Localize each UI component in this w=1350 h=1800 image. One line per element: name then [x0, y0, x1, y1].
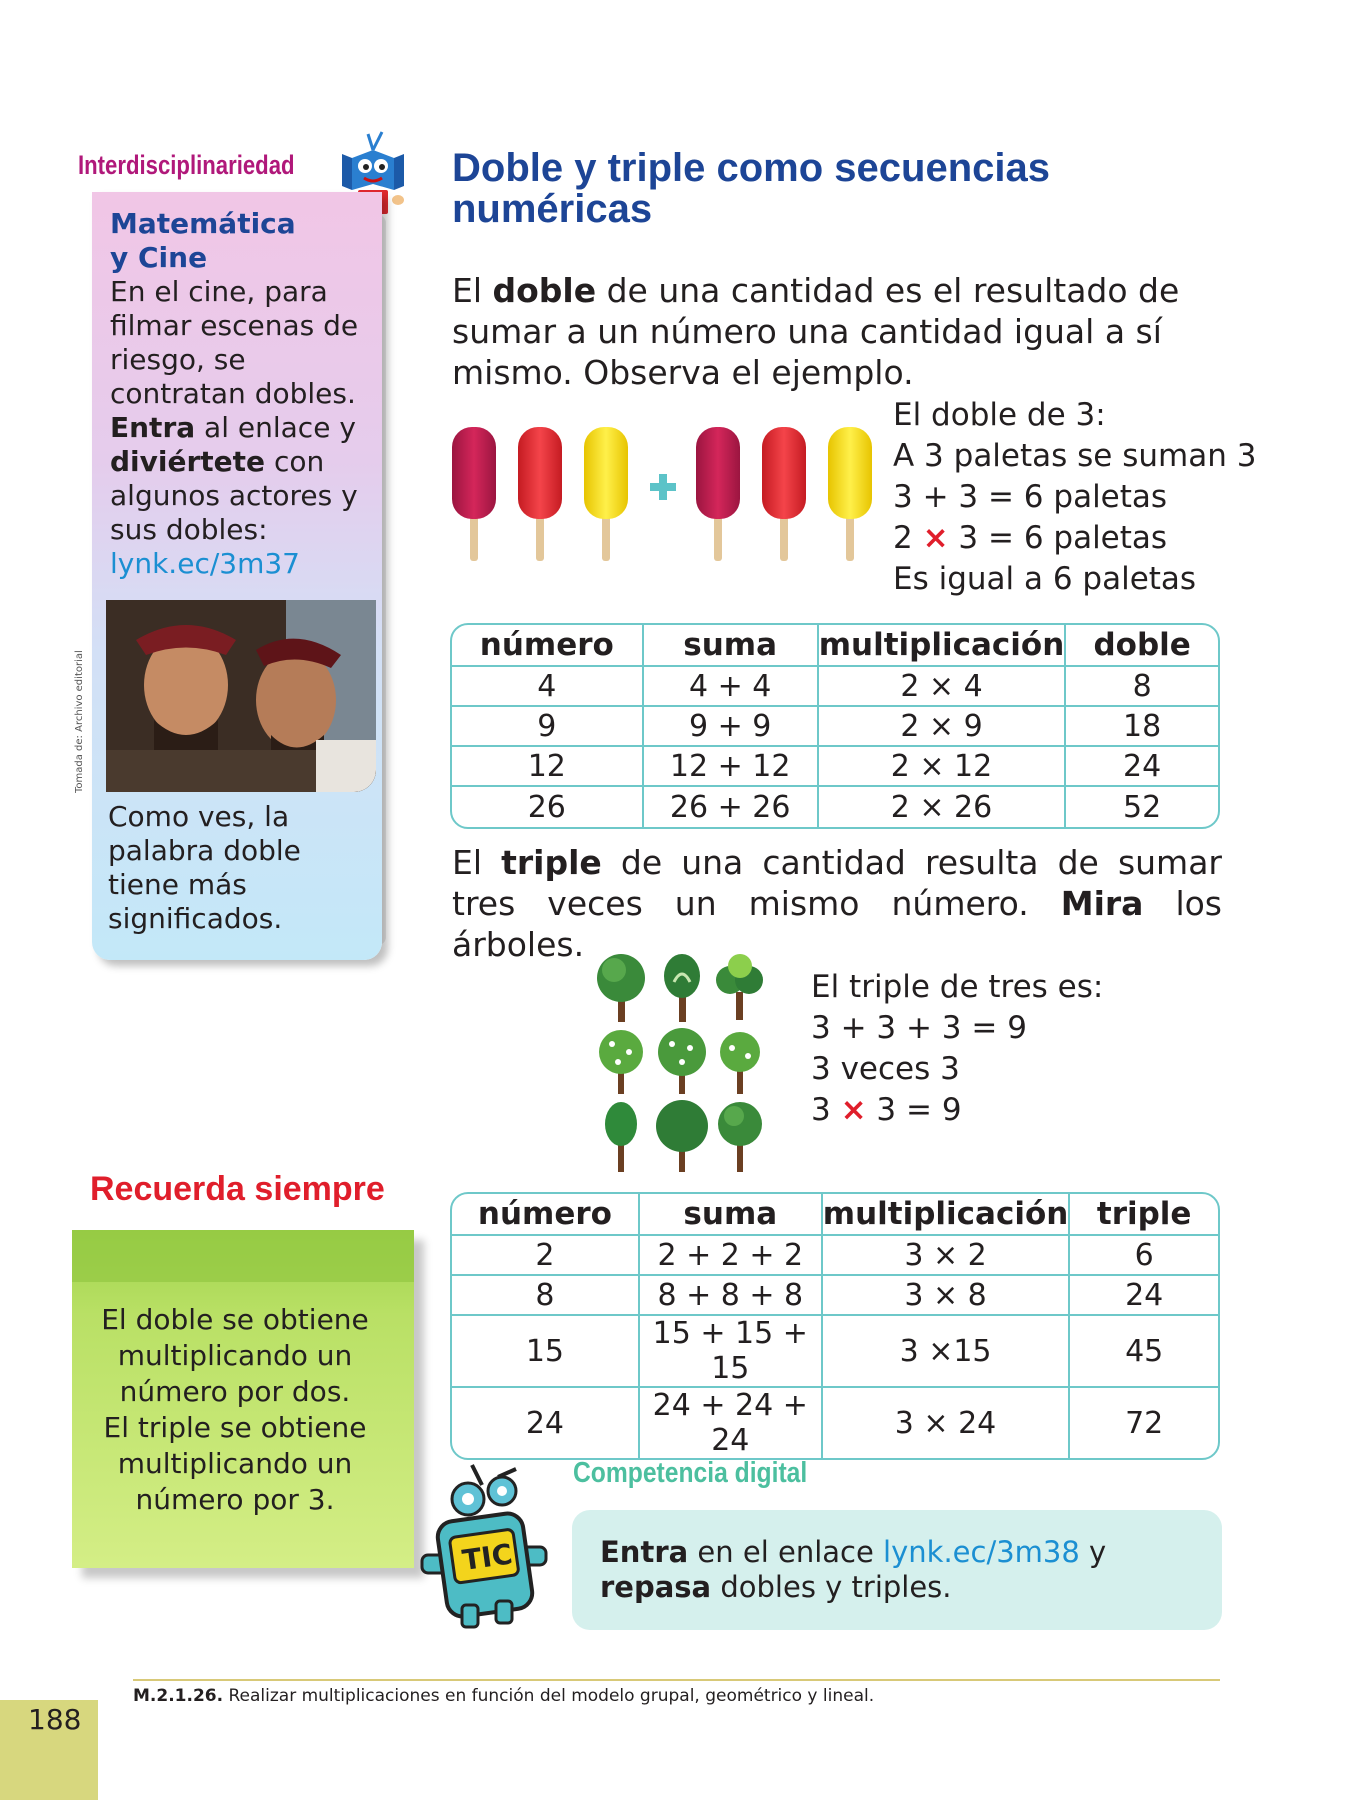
- table-row: [452, 787, 1218, 827]
- table-cell: 3 × 2: [823, 1236, 1071, 1276]
- footer-divider: [133, 1679, 1220, 1681]
- table-cell: 15 + 15 + 15: [640, 1316, 823, 1388]
- doble-example-line5: Es igual a 6 paletas: [893, 561, 1197, 597]
- popsicle-yellow-2: [828, 427, 872, 561]
- table-cell: 24: [1066, 747, 1218, 787]
- card-heading-line1: Matemática: [110, 207, 296, 240]
- table-cell: 3 × 8: [823, 1276, 1071, 1316]
- table-header: multiplicación: [819, 625, 1067, 667]
- table-cell: 15: [452, 1316, 640, 1388]
- triple-example-line1: El triple de tres es:: [811, 969, 1104, 1005]
- tree-icon: [718, 1102, 762, 1172]
- page-title: Doble y triple como secuencias numéricas: [452, 146, 1050, 231]
- sticky-note-band: [72, 1230, 414, 1282]
- table-cell: 3 × 24: [823, 1388, 1071, 1458]
- table-cell: 24: [1070, 1276, 1218, 1316]
- table-header: suma: [640, 1194, 823, 1236]
- interdisciplinariedad-title: Interdisciplinariedad: [78, 150, 295, 180]
- pirates-photo: [106, 600, 376, 792]
- times-icon: ×: [922, 520, 949, 556]
- card-link[interactable]: lynk.ec/3m37: [110, 547, 300, 580]
- table-header: doble: [1066, 625, 1218, 667]
- table-header-row: [452, 1194, 1218, 1236]
- card-footer-text: Como ves, la palabra doble tiene más significados.: [108, 800, 301, 935]
- tic-link[interactable]: lynk.ec/3m38: [883, 1535, 1080, 1569]
- table-cell: 3 ×15: [823, 1316, 1071, 1388]
- popsicle-red-2: [762, 427, 806, 561]
- recuerda-title: Recuerda siempre: [90, 1170, 385, 1208]
- table-cell: 6: [1070, 1236, 1218, 1276]
- table-cell: 24: [452, 1388, 640, 1458]
- tic-robot-label: TIC: [460, 1537, 515, 1578]
- recuerda-line2: El triple se obtiene multiplicando un número por 3.: [103, 1411, 367, 1516]
- footer-standard: M.2.1.26. Realizar multiplicaciones en función del modelo grupal, geométrico y lineal.: [133, 1686, 875, 1706]
- table-cell: 2 × 9: [819, 707, 1067, 747]
- tic-title: Competencia digital: [573, 1457, 808, 1489]
- tree-icon: [658, 1028, 706, 1094]
- triple-example-line2: 3 + 3 + 3 = 9: [811, 1010, 1027, 1046]
- table-cell: 2: [452, 1236, 640, 1276]
- table-cell: 52: [1123, 789, 1162, 825]
- table-cell: 24 + 24 + 24: [640, 1388, 823, 1458]
- tree-icon: [605, 1102, 637, 1172]
- table-row: [452, 1388, 1218, 1458]
- table-cell: 4: [452, 667, 644, 707]
- table-cell: 12 + 12: [644, 747, 819, 787]
- table-row: [452, 1316, 1218, 1388]
- table-cell: 45: [1070, 1316, 1218, 1388]
- table-header: multiplicación: [823, 1194, 1071, 1236]
- table-row: [452, 1276, 1218, 1316]
- tree-icon: [597, 954, 645, 1022]
- table-cell: 26 + 26: [644, 787, 819, 827]
- triple-table: [450, 1192, 1220, 1460]
- table-cell: 8: [1066, 667, 1218, 707]
- table-cell: 4 + 4: [644, 667, 819, 707]
- table-row: [452, 707, 1218, 747]
- table-header-row: [452, 625, 1218, 667]
- table-cell: 72: [1125, 1405, 1164, 1441]
- table-cell: 2 × 26: [819, 787, 1067, 827]
- popsicle-red-1: [518, 427, 562, 561]
- table-cell: 9: [452, 707, 644, 747]
- table-cell: 8 + 8 + 8: [640, 1276, 823, 1316]
- photo-credit: Tomada de: Archivo editorial: [74, 650, 85, 793]
- times-icon: ×: [840, 1092, 867, 1128]
- table-row: [452, 747, 1218, 787]
- doble-example-line4: 2 × 3 = 6 paletas: [893, 520, 1168, 556]
- table-cell: 18: [1066, 707, 1218, 747]
- sticky-note-text: [80, 1302, 390, 1518]
- doble-definition: El doble de una cantidad es el resultado de sumar a un número una cantidad igual a sí mismo. Observa el ejemplo.: [452, 271, 1180, 392]
- table-cell: 12: [452, 747, 644, 787]
- tree-icon: [716, 954, 763, 1020]
- table-header: suma: [644, 625, 819, 667]
- plus-icon: [650, 474, 676, 500]
- table-cell: 8: [452, 1276, 640, 1316]
- tree-icon: [664, 954, 700, 1022]
- table-cell: 26: [452, 787, 644, 827]
- table-header: número: [452, 625, 644, 667]
- page-number: 188: [28, 1703, 82, 1736]
- triple-example-line3: 3 veces 3: [811, 1051, 960, 1087]
- tic-text: Entra en el enlace lynk.ec/3m38 y repasa dobles y triples.: [600, 1535, 1107, 1604]
- doble-example-line1: El doble de 3:: [893, 397, 1106, 433]
- recuerda-line1: El doble se obtiene multiplicando un número por dos.: [101, 1303, 369, 1408]
- triple-definition: El triple de una cantidad resulta de sumar tres veces un mismo número. Mira los árboles.: [452, 843, 1223, 964]
- table-cell: 2 × 4: [819, 667, 1067, 707]
- table-row: [452, 1236, 1218, 1276]
- table-header: número: [452, 1194, 640, 1236]
- popsicle-magenta-1: [452, 427, 496, 561]
- popsicle-yellow-1: [584, 427, 628, 561]
- doble-example: [893, 395, 1256, 600]
- popsicles-illustration: [450, 425, 880, 565]
- tic-robot-icon: [412, 1455, 552, 1633]
- triple-example: [811, 967, 1103, 1131]
- tree-icon: [720, 1032, 760, 1094]
- card-heading: [110, 207, 375, 275]
- card-body: En el cine, para filmar escenas de riesgo, se contratan dobles. Entra al enlace y diviértete con algunos actores y sus dobles: lynk.ec/3m37: [110, 275, 359, 580]
- table-cell: 2 + 2 + 2: [640, 1236, 823, 1276]
- doble-example-line2: A 3 paletas se suman 3: [893, 438, 1257, 474]
- trees-illustration: [594, 952, 770, 1174]
- doble-example-line3: 3 + 3 = 6 paletas: [893, 479, 1168, 515]
- popsicle-magenta-2: [696, 427, 740, 561]
- doble-table: [450, 623, 1220, 829]
- table-cell: 2 × 12: [819, 747, 1067, 787]
- table-cell: 9 + 9: [644, 707, 819, 747]
- card-heading-line2: y Cine: [110, 241, 208, 274]
- table-header: triple: [1070, 1194, 1218, 1236]
- table-row: [452, 667, 1218, 707]
- triple-example-line4: 3 × 3 = 9: [811, 1092, 962, 1128]
- tree-icon: [599, 1030, 643, 1094]
- tree-icon: [656, 1100, 708, 1172]
